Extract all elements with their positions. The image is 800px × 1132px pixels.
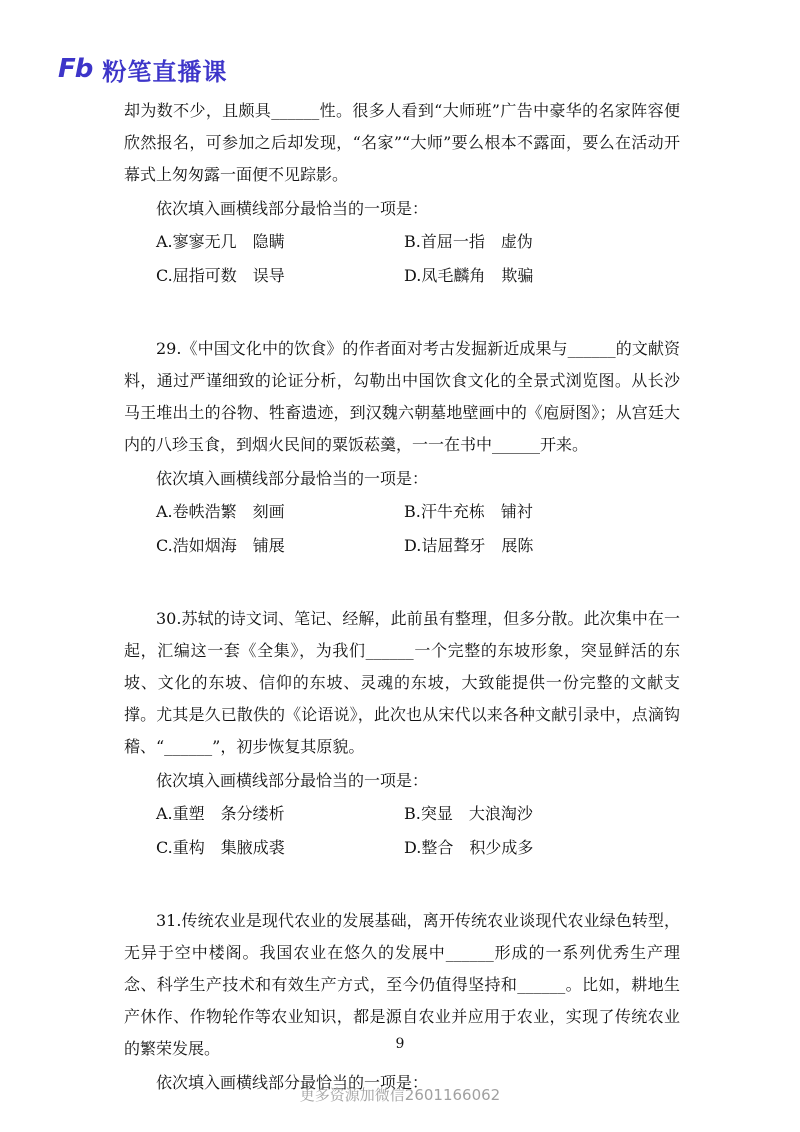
question-prompt: 依次填入画横线部分最恰当的一项是：	[156, 1073, 429, 1092]
options-grid	[156, 495, 680, 563]
question-prompt: 依次填入画横线部分最恰当的一项是：	[156, 771, 429, 790]
document-body	[124, 95, 680, 1099]
brand-logo-icon: Fb	[58, 54, 93, 84]
page-header	[58, 52, 227, 86]
question-prompt: 依次填入画横线部分最恰当的一项是：	[156, 199, 429, 218]
option-b: B.突显 大浪淘沙	[404, 804, 533, 823]
option-a: A.重塑 条分缕析	[156, 804, 285, 823]
question-30	[124, 603, 680, 865]
brand-name: 粉笔直播课	[102, 57, 228, 86]
footer-watermark: 更多资源加微信2601166062	[299, 1086, 501, 1104]
spacer	[124, 293, 680, 333]
question-text: 29.《中国文化中的饮食》的作者面对考古发掘新近成果与______的文献资料，通过严谨细致的论证分析，勾勒出中国饮食文化的全景式浏览图。从长沙马王堆出土的谷物、牲畜遗迹，到汉魏六朝墓地壁画中的《庖厨图》；从宫廷大内的八珍玉食，到烟火民间的粟饭菘羹，一一在书中______开来。	[124, 339, 680, 454]
option-a: A.寥寥无几 隐瞒	[156, 232, 285, 251]
option-d: D.诘屈聱牙 展陈	[404, 536, 534, 555]
option-d: D.整合 积少成多	[404, 838, 534, 857]
option-b: B.汗牛充栋 铺衬	[404, 502, 533, 521]
option-b: B.首屈一指 虚伪	[404, 232, 533, 251]
option-d: D.凤毛麟角 欺骗	[404, 266, 534, 285]
question-intro	[124, 95, 680, 293]
spacer	[124, 563, 680, 603]
option-c: C.浩如烟海 铺展	[156, 536, 285, 555]
question-text: 30.苏轼的诗文词、笔记、经解，此前虽有整理，但多分散。此次集中在一起，汇编这一套《全集》，为我们______一个完整的东坡形象，突显鲜活的东坡、文化的东坡、信仰的东坡、灵魂的东坡，大致能提供一份完整的文献支撑。尤其是久已散佚的《论语说》，此次也从宋代以来各种文献引录中，点滴钩稽、“______”，初步恢复其原貌。	[124, 609, 680, 756]
question-prompt: 依次填入画横线部分最恰当的一项是：	[156, 469, 429, 488]
question-29	[124, 333, 680, 563]
options-grid	[156, 797, 680, 865]
option-c: C.屈指可数 误导	[156, 266, 285, 285]
options-grid	[156, 225, 680, 293]
question-31	[124, 905, 680, 1099]
question-text: 却为数不少，且颇具______性。很多人看到“大师班”广告中豪华的名家阵容便欣然报名，可参加之后却发现，“名家”“大师”要么根本不露面，要么在活动开幕式上匆匆露一面便不见踪影。	[124, 101, 680, 184]
spacer	[124, 865, 680, 905]
page-number: 9	[395, 1036, 405, 1052]
option-a: A.卷帙浩繁 刻画	[156, 502, 285, 521]
question-text: 31.传统农业是现代农业的发展基础，离开传统农业谈现代农业绿色转型，无异于空中楼阁。我国农业在悠久的发展中______形成的一系列优秀生产理念、科学生产技术和有效生产方式，至今仍值得坚持和______。比如，耕地生产休作、作物轮作等农业知识，都是源自农业并应用于农业，实现了传统农业的繁荣发展。	[124, 911, 680, 1058]
option-c: C.重构 集腋成裘	[156, 838, 285, 857]
